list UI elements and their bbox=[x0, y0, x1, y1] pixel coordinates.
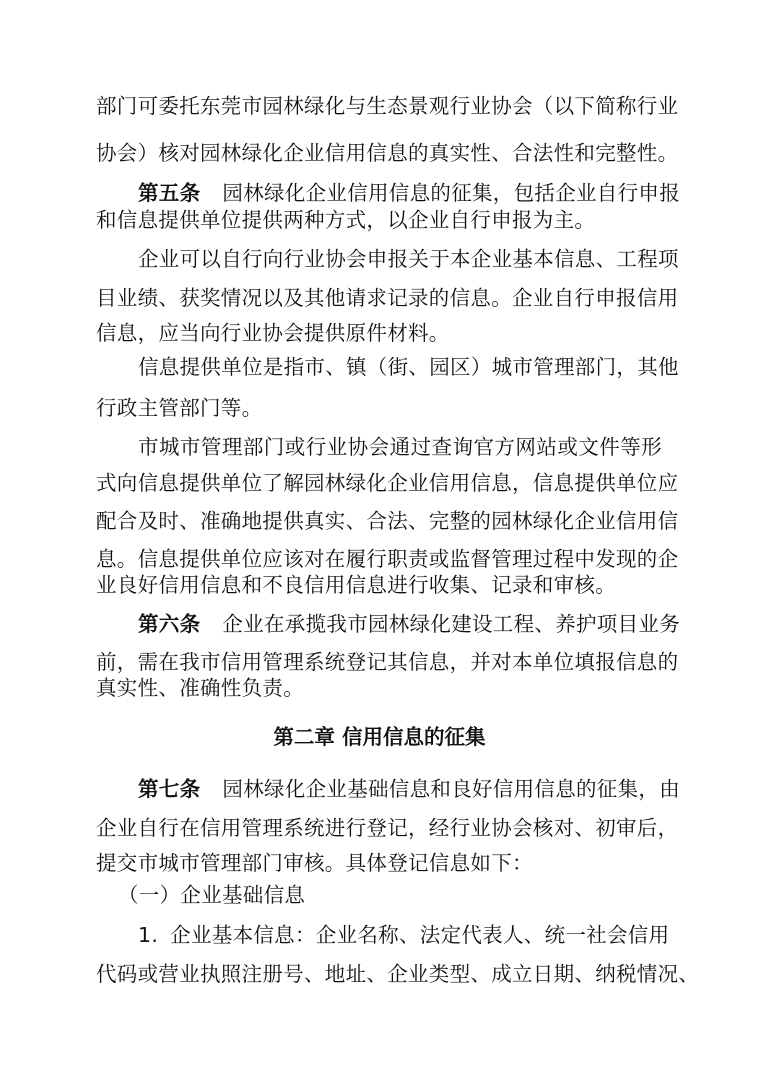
article-6-line bbox=[138, 607, 681, 641]
text-line: 目业绩、获奖情况以及其他请求记录的信息。企业自行申报信用 bbox=[96, 286, 679, 310]
item-1-text: 企业基本信息：企业名称、法定代表人、统一社会信用 bbox=[170, 923, 670, 947]
text-line: 协会）核对园林绿化企业信用信息的真实性、合法性和完整性。 bbox=[96, 141, 679, 165]
text-line: 真实性、准确性负责。 bbox=[96, 676, 304, 700]
text-line: 和信息提供单位提供两种方式，以企业自行申报为主。 bbox=[96, 208, 596, 232]
chapter-title: 第二章 信用信息的征集 bbox=[273, 725, 486, 749]
text-line: 企业可以自行向行业协会申报关于本企业基本信息、工程项 bbox=[138, 247, 679, 271]
text-line: 企业自行在信用管理系统进行登记，经行业协会核对、初审后， bbox=[96, 816, 679, 840]
article-7-line bbox=[138, 772, 681, 806]
article-5-label: 第五条 bbox=[138, 181, 201, 205]
article-7-text: 园林绿化企业基础信息和良好信用信息的征集，由 bbox=[222, 777, 681, 801]
text-line: 前，需在我市信用管理系统登记其信息，并对本单位填报信息的 bbox=[96, 650, 679, 674]
article-6-label: 第六条 bbox=[138, 612, 201, 636]
text-line: 息。信息提供单位应该对在履行职责或监督管理过程中发现的企 bbox=[96, 547, 679, 571]
text-line: 行政主管部门等。 bbox=[96, 396, 263, 420]
text-line: 信息提供单位是指市、镇（街、园区）城市管理部门，其他 bbox=[138, 355, 679, 379]
text-line: 业良好信用信息和不良信用信息进行收集、记录和审核。 bbox=[96, 573, 616, 597]
text-line: 代码或营业执照注册号、地址、企业类型、成立日期、纳税情况、 bbox=[96, 962, 700, 986]
section-heading: （一）企业基础信息 bbox=[118, 883, 306, 907]
text-line: 提交市城市管理部门审核。具体登记信息如下： bbox=[96, 851, 533, 875]
text-line: 配合及时、准确地提供真实、合法、完整的园林绿化企业信用信 bbox=[96, 509, 679, 533]
text-line: 市城市管理部门或行业协会通过查询官方网站或文件等形 bbox=[138, 435, 662, 459]
article-6-text: 企业在承揽我市园林绿化建设工程、养护项目业务 bbox=[222, 612, 681, 636]
item-1-number: 1. bbox=[138, 923, 159, 947]
item-1-line bbox=[138, 918, 670, 952]
article-7-label: 第七条 bbox=[138, 777, 201, 801]
text-line: 部门可委托东莞市园林绿化与生态景观行业协会（以下简称行业 bbox=[96, 94, 679, 118]
article-5-text: 园林绿化企业信用信息的征集，包括企业自行申报 bbox=[222, 181, 681, 205]
text-line: 信息，应当向行业协会提供原件材料。 bbox=[96, 321, 450, 345]
text-line: 式向信息提供单位了解园林绿化企业信用信息，信息提供单位应 bbox=[96, 471, 679, 495]
